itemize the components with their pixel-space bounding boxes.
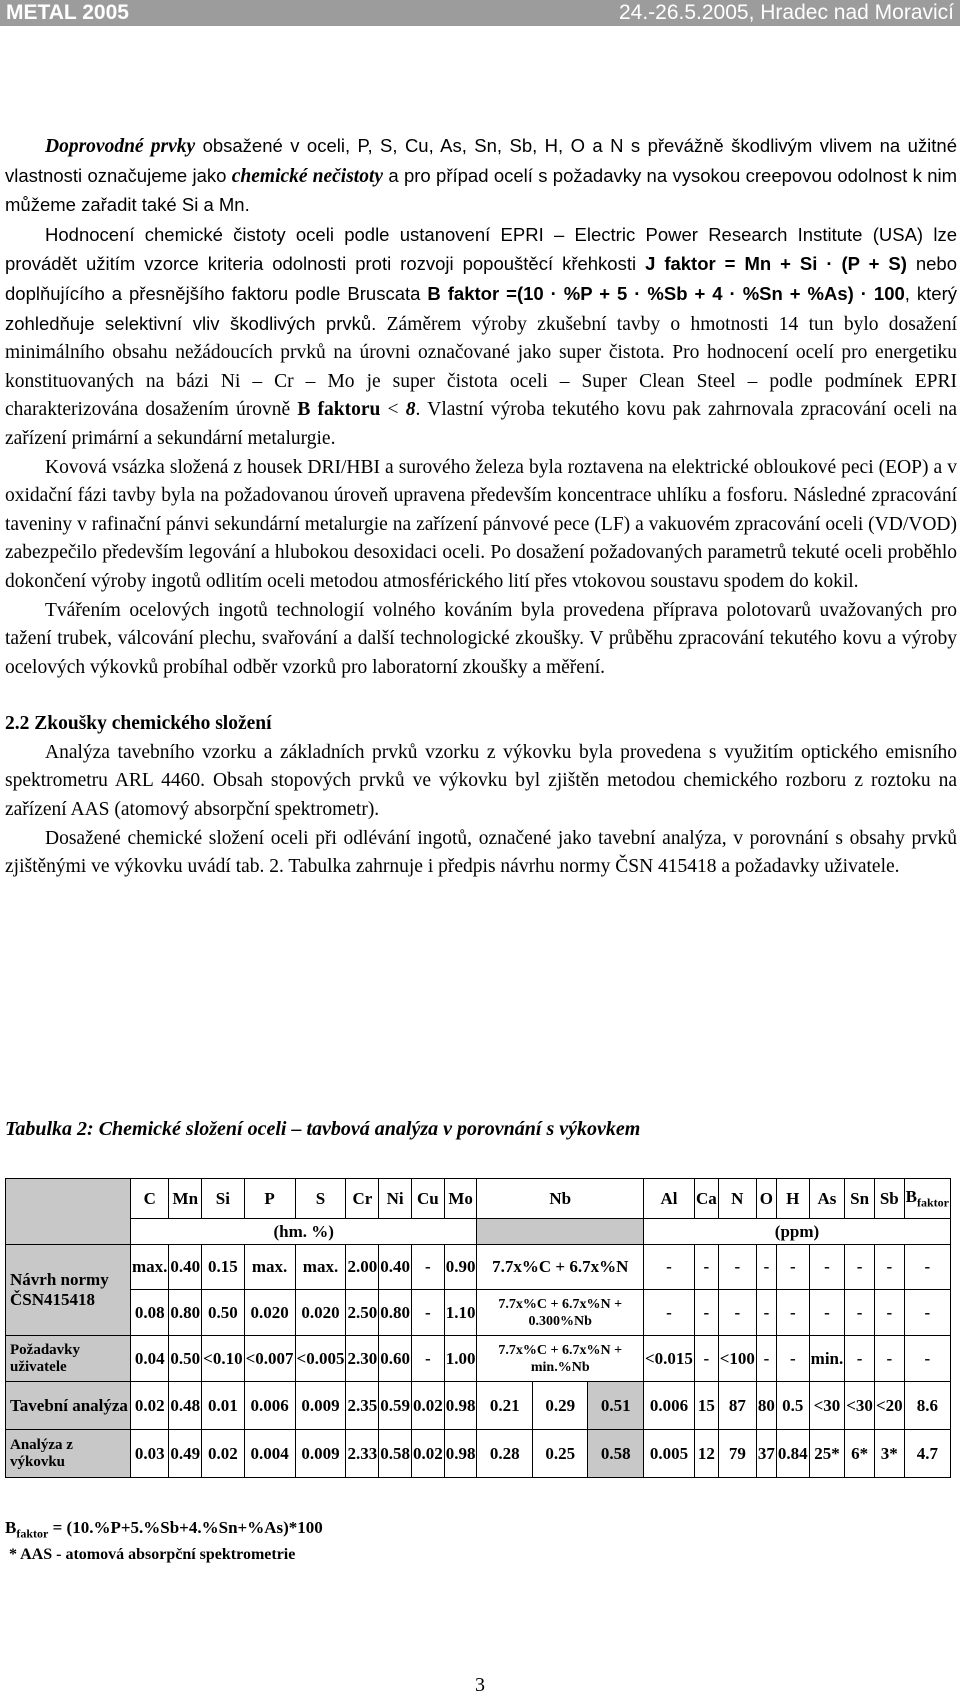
table-cell: - [809,1245,845,1290]
col-head: Sb [874,1179,904,1219]
composition-table [5,1178,951,1478]
table-cell: - [874,1336,904,1382]
table-cell: 0.006 [644,1382,695,1430]
term-b-factor: B faktoru [297,399,381,421]
table-cell: - [809,1290,845,1336]
col-head: Sn [845,1179,875,1219]
col-head: Al [644,1179,695,1219]
footnote-symbol: B [5,1518,17,1537]
table-cell: - [644,1245,695,1290]
row-label-heat: Tavební analýza [6,1382,131,1430]
table-cell: min. [809,1336,845,1382]
table-cell: - [776,1336,809,1382]
table-cell: 0.98 [444,1382,477,1430]
table-cell: 7.7x%C + 6.7x%N + min.%Nb [477,1336,644,1382]
col-head: Ni [379,1179,412,1219]
paragraph-text: Hodnocení chemické čistoty oceli podle ustanovení EPRI – Electric Power Research Institute (USA) lze provádět užitím vzorce kriteria odolnosti proti rozvoji popouštěcí křehkosti [5,223,957,275]
paragraph-charge: Kovová vsázka složená z housek DRI/HBI a surového železa byla roztavena na elektrické obloukové peci (EOP) a v oxidační fázi tavby byla na požadovanou úroveň upravena především koncentrace uhlíku a fosforu. Následné zpracování taveniny v rafinační pánvi sekundární metalurgie na zařízení pánvové pece (LF) a vakuovém zpracování oceli (VD/VOD) zabezpečilo především legování a hlubokou desoxidaci oceli. Po dosažení požadovaných parametrů tekuté oceli proběhlo dokončení výroby ingotů odlitím oceli metodou atmosférického lití přes vtokovou soustavu spodem do kokil. [5,456,957,592]
b-factor-limit: 8 [405,399,416,421]
paragraph-epri [5,221,957,454]
paragraph-text: obsažené v oceli, P, S, Cu, As, Sn, Sb, H, O a N s převážně škodlivým vlivem na užitné vlastnosti označujeme jako [5,135,957,186]
table-cell: <0.10 [202,1336,244,1382]
table-cell: 1.00 [444,1336,477,1382]
b-factor-subscript: faktor [916,1195,949,1210]
paragraph-text: , který zohledňuje selektivní vliv škodlivých prvků. [5,282,958,334]
table-footnote-formula [5,1518,323,1541]
table-cell: <30 [809,1382,845,1430]
table-cell: - [718,1245,756,1290]
col-head: As [809,1179,845,1219]
table-cell: 0.40 [169,1245,202,1290]
row-label-line: Návrh normy [10,1270,109,1289]
table-cell: 0.21 [477,1382,532,1430]
table-cell: 0.29 [532,1382,587,1430]
table-cell: 0.48 [169,1382,202,1430]
table-cell: - [776,1245,809,1290]
table-cell: 15 [694,1382,718,1430]
table-cell: 0.009 [295,1430,346,1478]
table-footnote-aas: * AAS - atomová absorpční spektrometrie [9,1546,296,1563]
col-head: N [718,1179,756,1219]
conference-name: METAL 2005 [6,1,129,24]
table-cell: 0.02 [202,1430,244,1478]
row-label-line: ČSN415418 [10,1290,96,1309]
table-cell: max. [295,1245,346,1290]
table-cell: 0.006 [244,1382,295,1430]
page-number: 3 [475,1674,485,1696]
table-cell: 0.58 [379,1430,412,1478]
table-cell: - [756,1245,776,1290]
col-head: Cr [346,1179,379,1219]
paragraph-composition: Dosažené chemické složení oceli při odlévání ingotů, označené jako tavební analýza, v porovnání s obsahy prvků zjištěnými ve výkovku uvádí tab. 2. Tabulka zahrnuje i předpis návrhu normy ČSN 415418 a požadavky uživatele. [5,827,957,878]
table-header-row [6,1179,951,1219]
table-row [6,1430,951,1478]
unit-row [6,1219,951,1245]
row-label-norm [6,1245,131,1336]
table-cell: - [845,1336,875,1382]
col-head: Nb [477,1179,644,1219]
table-cell: - [694,1336,718,1382]
col-head: Mn [169,1179,202,1219]
table-cell: - [644,1290,695,1336]
term-chemical-impurities: chemické nečistoty [231,165,384,187]
table-cell: 2.33 [346,1430,379,1478]
table-cell: - [411,1336,444,1382]
table-cell: 12 [694,1430,718,1478]
table-cell: <100 [718,1336,756,1382]
table-cell: max. [131,1245,169,1290]
table-cell: - [845,1290,875,1336]
table-cell: 6* [845,1430,875,1478]
table-cell: - [411,1245,444,1290]
col-head: H [776,1179,809,1219]
table-cell: 80 [756,1382,776,1430]
footnote-subscript: faktor [16,1526,49,1541]
formula-j-factor: J faktor = Mn + Si · (P + S) [645,253,907,275]
table-cell: 0.5 [776,1382,809,1430]
table-cell: 25* [809,1430,845,1478]
table-cell: max. [244,1245,295,1290]
table-cell: <0.005 [295,1336,346,1382]
col-head: P [244,1179,295,1219]
conference-date-place: 24.-26.5.2005, Hradec nad Moravicí [618,1,954,24]
table-cell: 2.35 [346,1382,379,1430]
body-text [5,132,957,882]
table-cell: 0.50 [169,1336,202,1382]
table-cell: 0.005 [644,1430,695,1478]
paragraph-text: nebo doplňujícího a přesnějšího faktoru podle Bruscata [5,253,957,304]
paragraph-text: a pro případ ocelí s požadavky na vysokou creepovou odolnost k nim můžeme zařadit také Si a Mn. [5,164,958,216]
table-cell: <30 [845,1382,875,1430]
table-cell: 37 [756,1430,776,1478]
table-cell: 0.51 [588,1382,644,1430]
table-cell: 1.10 [444,1290,477,1336]
table-row [6,1336,951,1382]
table-cell: <0.015 [644,1336,695,1382]
table-cell: 0.84 [776,1430,809,1478]
table-cell: 8.6 [904,1382,950,1430]
table-cell: - [694,1245,718,1290]
row-label-user: Požadavky uživatele [6,1336,131,1382]
table-cell: 0.80 [169,1290,202,1336]
table-cell: 0.01 [202,1382,244,1430]
paragraph-analysis: Analýza tavebního vzorku a základních prvků vzorku z výkovku byla provedena s využitím optického emisního spektrometru ARL 4460. Obsah stopových prvků ve výkovku byl zjištěn metodou chemického rozboru z roztoku na zařízení AAS (atomový absorpční spektrometr). [5,741,957,821]
table-cell: 87 [718,1382,756,1430]
table-cell: 2.30 [346,1336,379,1382]
table-cell: 0.03 [131,1430,169,1478]
table-cell: 79 [718,1430,756,1478]
table-row [6,1290,951,1336]
table-cell: 0.02 [131,1382,169,1430]
table-cell: 0.59 [379,1382,412,1430]
paragraph-impurities [5,132,957,221]
col-head: Mo [444,1179,477,1219]
table-cell: 0.020 [244,1290,295,1336]
col-head: O [756,1179,776,1219]
table-cell: 2.50 [346,1290,379,1336]
table-row [6,1245,951,1290]
section-heading: 2.2 Zkoušky chemického složení [5,713,272,735]
col-head: C [131,1179,169,1219]
table-cell: 0.02 [411,1430,444,1478]
table-cell: 7.7x%C + 6.7x%N + 0.300%Nb [477,1290,644,1336]
unit-mass-percent: (hm. %) [131,1219,477,1245]
table-cell: 0.04 [131,1336,169,1382]
table-cell: 4.7 [904,1430,950,1478]
table-cell: - [845,1245,875,1290]
table-cell: - [411,1290,444,1336]
table-cell: - [874,1245,904,1290]
table-cell: 0.020 [295,1290,346,1336]
b-factor-symbol: B [905,1186,917,1206]
table-cell: 0.90 [444,1245,477,1290]
less-than-sign: < [380,399,406,421]
table-cell: <0.007 [244,1336,295,1382]
table-cell: 7.7x%C + 6.7x%N [477,1245,644,1290]
table-cell: <20 [874,1382,904,1430]
table-cell: - [904,1336,950,1382]
table-cell: 0.50 [202,1290,244,1336]
table-cell: - [904,1245,950,1290]
paragraph-forming: Tvářením ocelových ingotů technologií volného kováním byla provedena příprava polotovarů uvažovaných pro tažení trubek, válcování plechu, svařování a další technologické zkoušky. V průběhu zpracování tekutého kovu a výroby ocelových výkovků probíhal odběr vzorků pro laboratorní zkoušky a měření. [5,599,957,678]
table-cell: - [718,1290,756,1336]
col-head-b-factor [904,1179,950,1219]
table-cell: 2.00 [346,1245,379,1290]
table-cell: 0.08 [131,1290,169,1336]
col-head: Si [202,1179,244,1219]
table-cell: 0.15 [202,1245,244,1290]
col-head: S [295,1179,346,1219]
table-cell: - [694,1290,718,1336]
term-accompanying-elements: Doprovodné prvky [45,136,196,157]
col-head: Ca [694,1179,718,1219]
unit-ppm: (ppm) [644,1219,951,1245]
table-cell: 0.98 [444,1430,477,1478]
table-cell: 3* [874,1430,904,1478]
table-row [6,1382,951,1430]
table-cell: - [776,1290,809,1336]
table-cell: 0.80 [379,1290,412,1336]
footnote-formula-text: = (10.%P+5.%Sb+4.%Sn+%As)*100 [48,1518,323,1537]
table-caption: Tabulka 2: Chemické složení oceli – tavbová analýza v porovnání s výkovkem [5,1118,641,1140]
table-corner-cell [6,1179,131,1245]
table-cell: 0.25 [532,1430,587,1478]
col-head: Cu [411,1179,444,1219]
row-label-forging: Analýza z výkovku [6,1430,131,1478]
formula-b-factor: B faktor =(10 · %P + 5 · %Sb + 4 · %Sn + %As) · 100 [427,282,905,304]
table-cell: 0.58 [588,1430,644,1478]
table-cell: 0.28 [477,1430,532,1478]
running-header [0,0,960,26]
unit-blank-cell [477,1219,644,1245]
table-cell: - [756,1336,776,1382]
table-cell: 0.60 [379,1336,412,1382]
table-cell: 0.009 [295,1382,346,1430]
table-cell: 0.40 [379,1245,412,1290]
table-cell: - [904,1290,950,1336]
table-cell: 0.02 [411,1382,444,1430]
table-cell: 0.004 [244,1430,295,1478]
table-cell: - [874,1290,904,1336]
table-cell: - [756,1290,776,1336]
paragraph-text: . Vlastní výroba tekutého kovu pak zahrnovala zpracování oceli na zařízení primární a sekundární metalurgie. [5,399,957,449]
paragraph-text: Záměrem výroby zkušební tavby o hmotnosti 14 tun bylo dosažení minimálního obsahu nežádoucích prvků na úrovni označované jako super čistota. Pro hodnocení ocelí pro energetiku konstituovaných na bázi Ni – Cr – Mo je super čistota oceli – Super Clean Steel – podle podmínek EPRI charakterizována dosažením úrovně [5,313,958,421]
table-cell: 0.49 [169,1430,202,1478]
